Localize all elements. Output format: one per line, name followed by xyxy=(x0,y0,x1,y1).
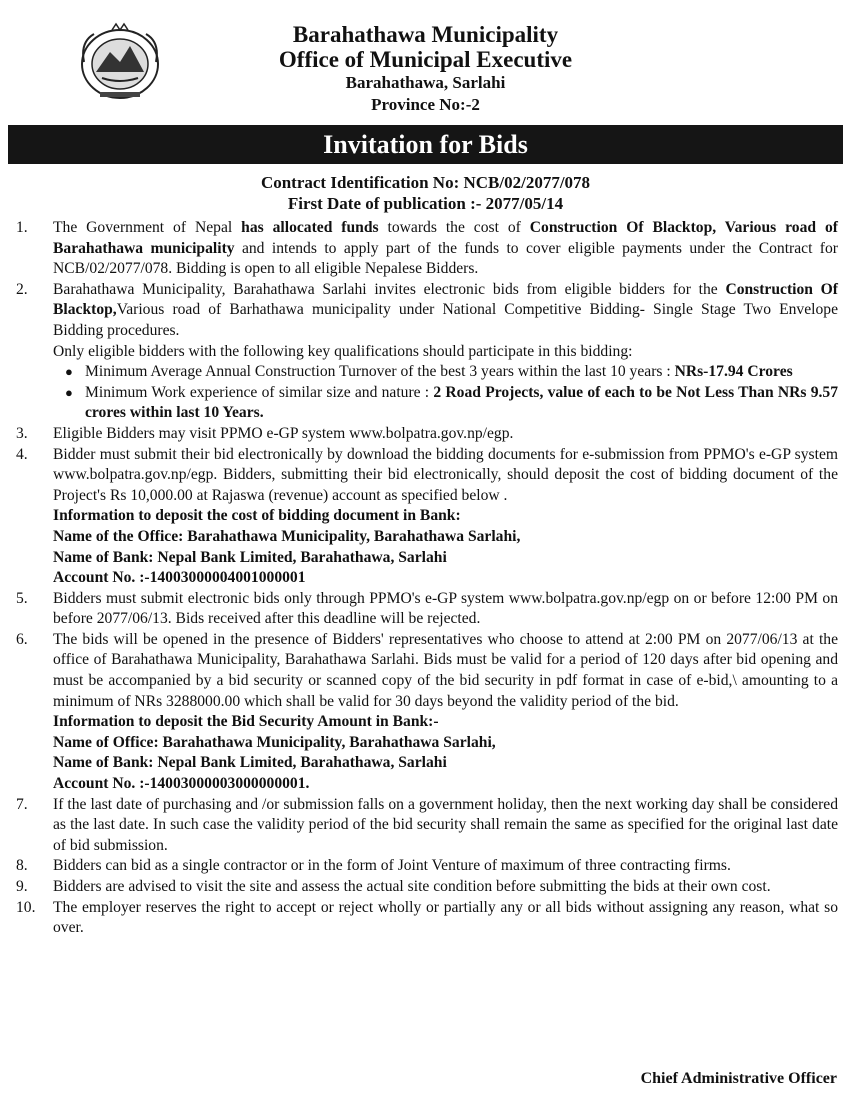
org-subtitle: Office of Municipal Executive xyxy=(278,47,573,72)
item-text: towards the cost of xyxy=(378,219,530,236)
item-text: The employer reserves the right to accept or reject wholly or partially any or all bids without assigning any reason, what so over. xyxy=(53,898,838,937)
bullet-item xyxy=(53,383,838,424)
qualification-intro: Only eligible bidders with the following key qualifications should participate in this bidding: xyxy=(53,342,633,360)
org-title: Barahathawa Municipality xyxy=(292,22,559,47)
org-province: Province No:-2 xyxy=(371,95,480,114)
item-emphasis: has allocated funds xyxy=(241,219,379,236)
bullet-icon: ● xyxy=(65,384,73,400)
item-text: Barahathawa Municipality, Barahathawa Sarlahi invites electronic bids from eligible bidders for the xyxy=(53,280,726,298)
item-number: 8. xyxy=(16,857,28,875)
publication-date: First Date of publication :- 2077/05/14 xyxy=(287,194,564,213)
list-item xyxy=(8,589,838,630)
item-text: Eligible Bidders may visit PPMO e-GP system www.bolpatra.gov.np/egp. xyxy=(53,424,514,442)
item-text: Bidder must submit their bid electronically by download the bidding documents for e-submission from PPMO's e-GP system www.bolpatra.gov.np/egp. Bidders, submitting their bid electronically, should deposit the cost of bidding document of the Project's Rs 10,000.00 at Rajaswa (revenue) account as specified below . xyxy=(53,445,838,504)
bullet-item xyxy=(53,362,838,383)
list-item xyxy=(8,424,838,445)
item-text: Minimum Work experience of similar size and nature : xyxy=(85,383,434,401)
bank-office-name: Name of the Office: Barahathawa Municipality, Barahathawa Sarlahi, xyxy=(53,527,521,545)
security-account-number: Account No. :-14003000003000000001. xyxy=(53,775,310,793)
item-emphasis: Construction Of Blacktop, xyxy=(53,280,838,319)
item-number: 1. xyxy=(16,219,28,236)
contract-id: Contract Identification No: NCB/02/2077/078 xyxy=(260,173,591,192)
page-title: Invitation for Bids xyxy=(8,125,843,164)
item-number: 9. xyxy=(16,878,28,895)
bank-info-heading: Information to deposit the cost of bidding document in Bank: xyxy=(53,507,461,525)
list-item xyxy=(8,898,838,939)
item-emphasis: 2 Road Projects, value of each to be Not Less Than NRs 9.57 crores within last 10 Years. xyxy=(85,383,838,422)
item-text: The Government of Nepal xyxy=(53,219,242,236)
item-number: 4. xyxy=(16,445,28,463)
item-text: Bidders are advised to visit the site and assess the actual site condition before submitting the bids at their own cost. xyxy=(53,878,771,895)
list-item xyxy=(8,630,838,795)
item-text: Bidders can bid as a single contractor or in the form of Joint Venture of maximum of three contracting firms. xyxy=(53,857,731,875)
org-address: Barahathawa, Sarlahi xyxy=(345,73,506,92)
list-item xyxy=(8,218,838,280)
security-office-name: Name of Office: Barahathawa Municipality, Barahathawa Sarlahi, xyxy=(53,733,496,751)
notice-body xyxy=(8,218,838,939)
item-text: Bidders must submit electronic bids only through PPMO's e-GP system www.bolpatra.gov.np/egp on or before 12:00 PM on before 2077/06/13. Bids received after this deadline will be rejected. xyxy=(53,589,838,628)
list-item xyxy=(8,795,838,857)
security-bank-name: Name of Bank: Nepal Bank Limited, Barahathawa, Sarlahi xyxy=(53,754,447,772)
security-info-heading: Information to deposit the Bid Security Amount in Bank:- xyxy=(53,713,439,731)
contract-info xyxy=(0,172,851,214)
item-number: 2. xyxy=(16,280,28,298)
item-emphasis: Construction Of Blacktop, Various road of Barahathawa municipality xyxy=(53,219,838,257)
list-item xyxy=(8,445,838,589)
letterhead xyxy=(0,22,851,116)
bank-name: Name of Bank: Nepal Bank Limited, Barahathawa, Sarlahi xyxy=(53,548,447,566)
item-number: 6. xyxy=(16,630,28,648)
item-number: 7. xyxy=(16,795,28,813)
list-item xyxy=(8,280,838,424)
item-number: 3. xyxy=(16,424,28,442)
item-text: and intends to apply part of the funds to cover eligible payments under the Contract for NCB/02/2077/078. Bidding is open to all eligible Nepalese Bidders. xyxy=(53,239,838,278)
item-text: Minimum Average Annual Construction Turnover of the best 3 years within the last 10 years : xyxy=(85,363,675,381)
list-item xyxy=(8,877,838,898)
item-number: 5. xyxy=(16,589,28,607)
item-text: If the last date of purchasing and /or submission falls on a government holiday, then the next working day shall be considered as the last date. In such case the validity period of the bid security shall remain the same as specified for the original last date of bid submission. xyxy=(53,795,838,854)
list-item xyxy=(8,856,838,877)
bank-account-number: Account No. :-14003000004001000001 xyxy=(53,569,306,587)
item-number: 10. xyxy=(16,898,36,916)
item-text: Various road of Barhathawa municipality under National Competitive Bidding- Single Stage Two Envelope Bidding procedures. xyxy=(53,301,838,339)
item-text: The bids will be opened in the presence of Bidders' representatives who choose to attend at 2:00 PM on 2077/06/13 at the office of Barahathawa Municipality, Barahathawa Sarlahi. Bids must be valid for a period of 120 days after bid opening and must be accompanied by a bid security or scanned copy of the bid security in pdf format in case of e-bid,\ amounting to a minimum of NRs 3288000.00 which shall be valid for 30 days beyond the validity period of the bid. xyxy=(53,630,838,710)
bullet-icon: ● xyxy=(65,364,73,380)
signature-title: Chief Administrative Officer xyxy=(640,1070,837,1087)
item-emphasis: NRs-17.94 Crores xyxy=(674,363,793,381)
